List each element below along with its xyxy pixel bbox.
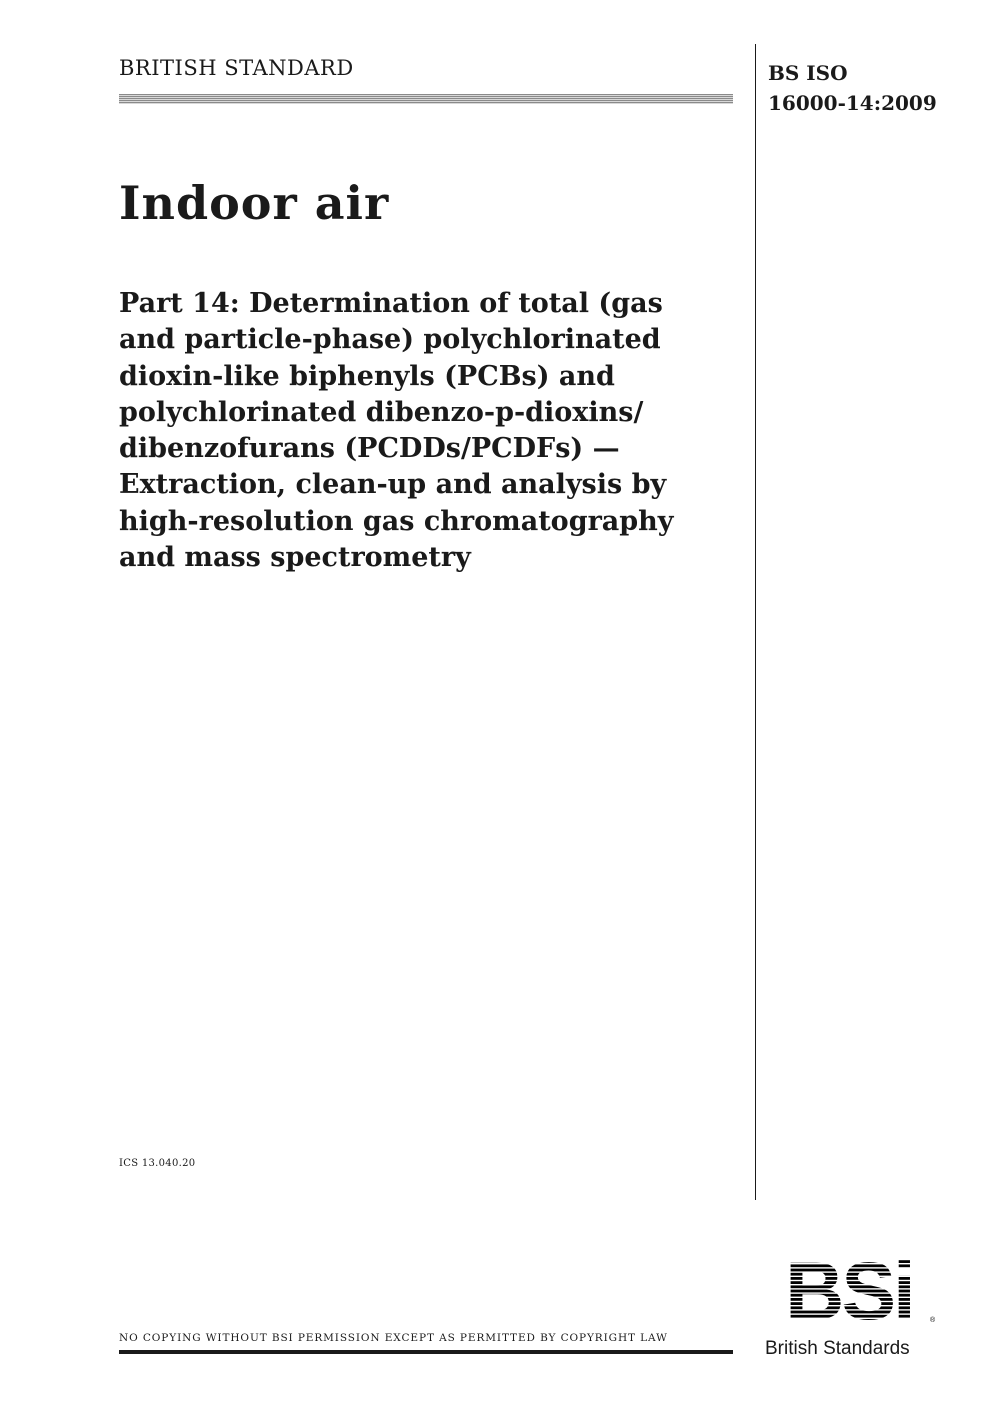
standard-type-label: BRITISH STANDARD <box>119 56 354 80</box>
bsi-logo-icon <box>762 1256 937 1322</box>
subtitle-line: dibenzofurans (PCDDs/PCDFs) — <box>119 433 620 465</box>
subtitle-line: polychlorinated dibenzo-p-dioxins/ <box>119 396 644 428</box>
subtitle-line: and particle-phase) polychlorinated <box>119 324 661 356</box>
copyright-notice: NO COPYING WITHOUT BSI PERMISSION EXCEPT AS PERMITTED BY COPYRIGHT LAW <box>119 1332 668 1344</box>
subtitle-line: dioxin-like biphenyls (PCBs) and <box>119 360 615 392</box>
subtitle-line: high-resolution gas chromatography <box>119 505 674 537</box>
document-subtitle <box>119 286 719 576</box>
registered-mark: ® <box>930 1317 936 1322</box>
bsi-logo-text: BSi <box>785 1256 913 1322</box>
brand-name: British Standards <box>765 1338 910 1359</box>
document-number <box>768 58 937 118</box>
ics-code: ICS 13.040.20 <box>119 1158 196 1169</box>
footer-rule <box>119 1350 733 1354</box>
vertical-divider <box>755 44 756 1200</box>
subtitle-line: Part 14: Determination of total (gas <box>119 288 663 319</box>
document-number-line-1: BS ISO <box>768 61 848 85</box>
subtitle-line: Extraction, clean-up and analysis by <box>119 469 667 501</box>
document-title: Indoor air <box>119 176 390 230</box>
document-number-line-2: 16000-14:2009 <box>768 91 937 115</box>
subtitle-line: and mass spectrometry <box>119 542 471 574</box>
header-rule <box>119 94 733 104</box>
